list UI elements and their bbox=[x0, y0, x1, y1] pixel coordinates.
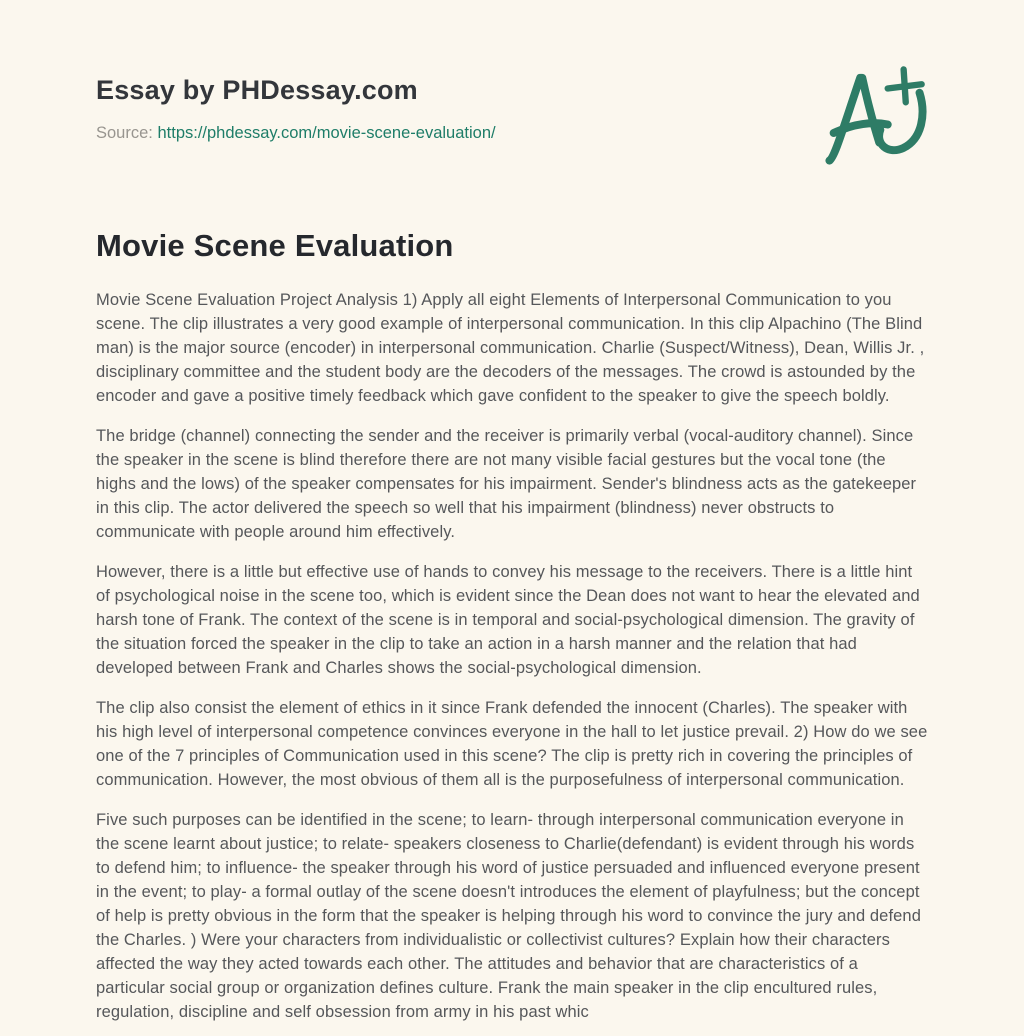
essay-paragraph: Movie Scene Evaluation Project Analysis 1) Apply all eight Elements of Interpersonal Communication to you scene. The clip illustrates a very good example of interpersonal communication. In this clip Alpachino (The Blind man) is the major source (encoder) in interpersonal communication. Charlie (Suspect/Witness), Dean, Willis Jr. , disciplinary committee and the student body are the decoders of the messages. The crowd is astounded by the encoder and gave a positive timely feedback which gave confident to the speaker to give the speech boldly. bbox=[96, 291, 925, 405]
essay-paragraph: The bridge (channel) connecting the sender and the receiver is primarily verbal (vocal-auditory channel). Since the speaker in the scene is blind therefore there are not many visible facial gestures but the vocal tone (the highs and the lows) of the speaker compensates for his impairment. Sender's blindness acts as the gatekeeper in this clip. The actor delivered the speech so well that his impairment (blindness) never obstructs to communicate with people around him effectively. bbox=[96, 427, 917, 541]
essay-paragraph: However, there is a little but effective use of hands to convey his message to the receivers. There is a little hint of psychological noise in the scene too, which is evident since the Dean does not want to hear the elevated and harsh tone of Frank. The context of the scene is in temporal and social-psychological dimension. The gravity of the situation forced the speaker in the clip to take an action in a harsh manner and the relation that had developed between Frank and Charles shows the social-psychological dimension. bbox=[96, 563, 920, 677]
essay-title: Movie Scene Evaluation bbox=[96, 228, 454, 263]
essay-paragraph: The clip also consist the element of ethics in it since Frank defended the innocent (Charles). The speaker with his high level of interpersonal competence convinces everyone in the hall to let justice prevail. 2) How do we see one of the 7 principles of Communication used in this scene? The clip is pretty rich in covering the principles of communication. However, the most obvious of them all is the purposefulness of interpersonal communication. bbox=[96, 699, 928, 789]
essay-paragraph: Five such purposes can be identified in the scene; to learn- through interpersonal communication everyone in the scene learnt about justice; to relate- speakers closeness to Charlie(defendant) is evident through his words to defend him; to influence- the speaker through his word of justice persuaded and influenced everyone present in the event; to play- a formal outlay of the scene doesn't introduces the element of playfulness; but the concept of help is pretty obvious in the form that the speaker is helping through his word to convince the jury and defend the Charles. ) Were your characters from individualistic or collectivist cultures? Explain how their characters affected the way they acted towards each other. The attitudes and behavior that are characteristics of a particular social group or organization defines culture. Frank the main speaker in the clip encultured rules, regulation, discipline and self obsession from army in his past whic bbox=[96, 811, 921, 1021]
source-label: Source: bbox=[96, 124, 153, 142]
essay-body bbox=[96, 288, 928, 1024]
phdessay-a-plus-logo-icon bbox=[822, 62, 928, 168]
site-header-title: Essay by PHDessay.com bbox=[96, 75, 418, 105]
source-line bbox=[96, 122, 928, 144]
source-url-link[interactable]: https://phdessay.com/movie-scene-evaluation/ bbox=[157, 124, 496, 142]
